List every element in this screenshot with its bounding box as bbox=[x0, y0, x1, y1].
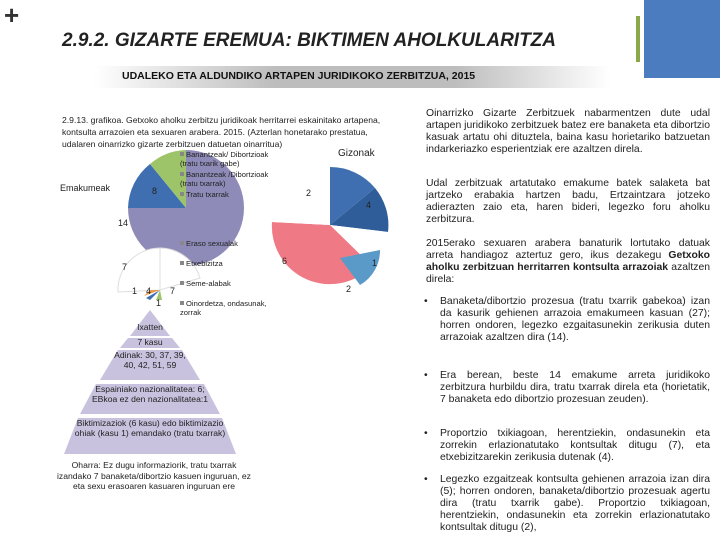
plus-icon: + bbox=[4, 0, 20, 30]
value-w-7b: 7 bbox=[170, 286, 176, 296]
legend-item-6 bbox=[180, 279, 280, 288]
value-w-7: 7 bbox=[122, 262, 128, 272]
value-m-2: 2 bbox=[306, 188, 312, 198]
paragraph-3-a: 2015erako sexuaren arabera banaturik lortutako datuak arreta handiagoz aztertuz gero, ikus dezakegu bbox=[426, 238, 710, 261]
pyramid-text-5: Biktimizaziok (6 kasu) edo biktimizazio ohiak (kasu 1) emandako (tratu txarrak) bbox=[74, 418, 226, 438]
bullet-text-2: Era berean, beste 14 emakume arreta juridikoko zerbitzura hurbildu dira, tratu txarrak direla eta (horietatik, 7 banaketa edo dibortzio prozesuan zeuden). bbox=[440, 370, 710, 405]
legend-swatch-icon bbox=[180, 281, 184, 285]
bullet-text-3: Proportzio txikiagoan, herentziekin, ondasunekin eta zorrekin erlazionatutako kontsultak ditugu (7), eta etxebizitzarekin zerikusia dutenak (4). bbox=[440, 428, 710, 463]
bullet-text-1: Banaketa/dibortzio prozesua (tratu txarrik gabekoa) izan da kasurik gehienen arrazoia emakumeen kasuan (27); horren ondoren, legezko ezgaitasunekin zerikusia duten arrazoiak azaltzen dira (14). bbox=[440, 296, 710, 343]
value-m-1: 1 bbox=[372, 258, 378, 268]
pyramid-text-4: Espainiako nazionalitatea: 6; EBkoa ez den nazionalitatea:1 bbox=[91, 384, 209, 404]
figure-caption: 2.9.13. grafikoa. Getxoko aholku zerbitzu juridikoak herritarrei eskainitako artapena, kontsulta arrazoien eta sexuaren arabera. 2015. (Azterlan honetarako prestatua, udalaren oinarrizko gizarte zerbitzuen datuetan oinarritua) bbox=[62, 115, 381, 149]
legend-item-5 bbox=[180, 259, 280, 268]
paragraph-2: Udal zerbitzuak artatutako emakume batek salaketa bat jartzeko erabakia hartzen badu, Ertzaintzara jotzeko adierazten zaio eta, haren bideri, legezko foru aholku zerbitzura. bbox=[426, 178, 710, 225]
pyramid-text-1: Ixatten bbox=[137, 322, 163, 332]
legend-label-3: Tratu txarrak bbox=[186, 190, 229, 199]
legend-item-1 bbox=[180, 150, 280, 168]
legend-label-1: Banantzeak/ Dibortzioak (tratu txarik gabe) bbox=[180, 150, 269, 168]
paragraph-1: Oinarrizko Gizarte Zerbitzuek nabarmentzen dute udal artapen juridikoko zerbitzuek batez ere banaketa eta dibortzio kasuak artatu ohi dituztela, baina kasu horietariko batzuetan indarkeriazko esperientziak ere azaltzen direla. bbox=[426, 108, 710, 155]
legend-item-2 bbox=[180, 170, 280, 188]
value-w-14: 14 bbox=[118, 218, 129, 228]
legend-label-6: Seme-alabak bbox=[186, 279, 231, 288]
bullet-icon-2: • bbox=[424, 370, 428, 381]
men-label: Gizonak bbox=[338, 148, 375, 159]
men-slice-5 bbox=[272, 167, 330, 225]
bullet-icon-3: • bbox=[424, 428, 428, 439]
legend-swatch-icon bbox=[180, 301, 184, 305]
legend-item-4 bbox=[180, 239, 280, 248]
bullet-icon-4: • bbox=[424, 474, 428, 485]
legend-label-5: Etxebizitza bbox=[186, 259, 223, 268]
legend-swatch-icon bbox=[180, 192, 184, 196]
men-pie bbox=[272, 167, 389, 285]
legend-swatch-icon bbox=[180, 172, 184, 176]
value-w-4: 4 bbox=[146, 286, 152, 296]
bullet-icon-1: • bbox=[424, 296, 428, 307]
figure-note: Oharra: Ez dugu informaziorik, tratu txarrak izandako 7 banaketa/dibortzio kasuen inguruan, ez eta sexu erasoaren kasuaren inguruan ere bbox=[57, 460, 251, 491]
bullet-text-4: Legezko ezgaitzeak kontsulta gehienen arrazoia izan dira (5); horren ondoren, banaketa/dibortzio prozesuak agertu dira (tratu txarrik gabe). Proportzio txikiagoan, herentziekin, ondasunekin eta zorrekin erlazionatutako kontsultak ditugu (2), bbox=[440, 474, 710, 533]
value-m-4: 4 bbox=[366, 200, 372, 210]
pyramid-text-2: 7 kasu bbox=[137, 337, 163, 347]
legend-swatch-icon bbox=[180, 261, 184, 265]
section-subtitle: UDALEKO ETA ALDUNDIKO ARTAPEN JURIDIKOKO ZERBITZUA, 2015 bbox=[122, 70, 476, 82]
paragraph-3-c: azaltzen direla: bbox=[426, 262, 711, 285]
legend-item-7 bbox=[180, 299, 280, 317]
paragraph-3-b: Getxoko aholku zerbitzuan herritarren kontsulta arrazoiak bbox=[426, 250, 710, 273]
value-w-1a: 1 bbox=[132, 286, 138, 296]
legend-item-3 bbox=[180, 190, 280, 199]
value-m-2b: 2 bbox=[346, 284, 352, 294]
legend-swatch-icon bbox=[180, 152, 184, 156]
value-m-6: 6 bbox=[282, 256, 288, 266]
pyramid-text-3: Adinak: 30, 37, 39, 40, 42, 51, 59 bbox=[114, 350, 186, 370]
legend-label-2: Banantzeak /Dibortzioak (tratu txarrak) bbox=[180, 170, 269, 188]
legend-label-7: Oinordetza, ondasunak, zorrak bbox=[180, 299, 267, 317]
women-label: Emakumeak bbox=[60, 183, 111, 193]
legend-swatch-icon bbox=[180, 241, 184, 245]
value-w-1b: 1 bbox=[156, 298, 162, 308]
legend-label-4: Eraso sexualak bbox=[186, 239, 238, 248]
page-title: 2.9.2. GIZARTE EREMUA: BIKTIMEN AHOLKULARITZA bbox=[62, 30, 557, 51]
value-w-8: 8 bbox=[152, 186, 158, 196]
paragraph-3 bbox=[426, 238, 710, 286]
